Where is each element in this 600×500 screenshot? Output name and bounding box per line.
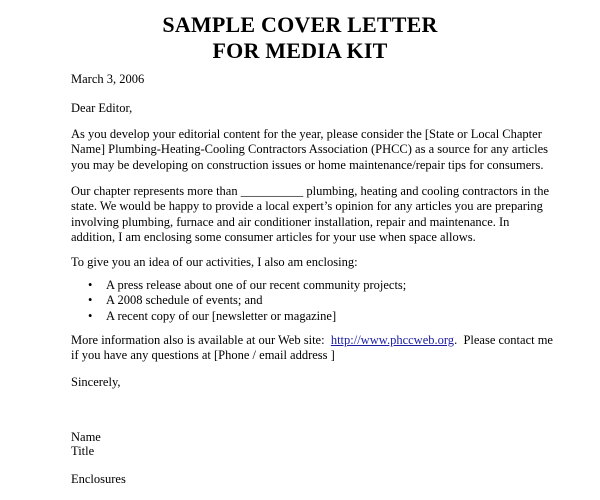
- signature-title: Title: [71, 444, 95, 458]
- paragraph-line: you may be developing on construction issues or home maintenance/repair tips for consumers.: [71, 157, 544, 172]
- paragraph-line: if you have any questions at [Phone / email address ]: [71, 348, 335, 363]
- paragraph-line: state. We would be happy to provide a local expert’s opinion for any articles you are preparing: [71, 199, 543, 214]
- enclosures-label: Enclosures: [71, 472, 126, 486]
- list-item-text: A press release about one of our recent community projects;: [106, 278, 407, 292]
- paragraph-line: addition, I am enclosing some consumer articles for your use when space allows.: [71, 230, 476, 245]
- paragraph-enclosing: To give you an idea of our activities, I also am enclosing:: [71, 255, 358, 269]
- list-item-text: A recent copy of our [newsletter or magazine]: [106, 308, 337, 323]
- salutation: Dear Editor,: [71, 101, 133, 115]
- contact-text-before-link: More information also is available at our Web site:: [71, 333, 331, 347]
- paragraph-contact: [71, 333, 553, 364]
- signature-name: Name: [71, 430, 101, 444]
- paragraph-intro: [71, 127, 548, 173]
- paragraph-line: Our chapter represents more than __________ plumbing, heating and cooling contractors in the: [71, 184, 549, 198]
- letter-title-line-1: SAMPLE COVER LETTER: [162, 12, 438, 37]
- paragraph-chapter: [71, 184, 549, 246]
- paragraph-line: involving plumbing, furnace and air conditioner installation, repair and maintenance. In: [71, 214, 510, 229]
- letter-title-line-2: FOR MEDIA KIT: [212, 38, 388, 63]
- list-item: [88, 278, 406, 293]
- list-item: [88, 293, 406, 308]
- letter-date: March 3, 2006: [71, 72, 145, 86]
- bullet-icon: •: [88, 308, 93, 323]
- website-link[interactable]: http://www.phccweb.org: [330, 333, 455, 347]
- paragraph-line: Name] Plumbing-Heating-Cooling Contractors Association (PHCC) as a source for any articles: [71, 142, 548, 157]
- bullet-icon: •: [88, 293, 93, 308]
- bullet-icon: •: [88, 278, 93, 292]
- enclosures-list: [88, 278, 406, 324]
- contact-text-after-link: . Please contact me: [454, 333, 553, 347]
- paragraph-line: [71, 333, 553, 348]
- paragraph-line: As you develop your editorial content for the year, please consider the [State or Local Chapter: [71, 127, 542, 141]
- closing: Sincerely,: [71, 375, 121, 389]
- list-item: [88, 309, 406, 324]
- list-item-text: A 2008 schedule of events; and: [106, 293, 263, 308]
